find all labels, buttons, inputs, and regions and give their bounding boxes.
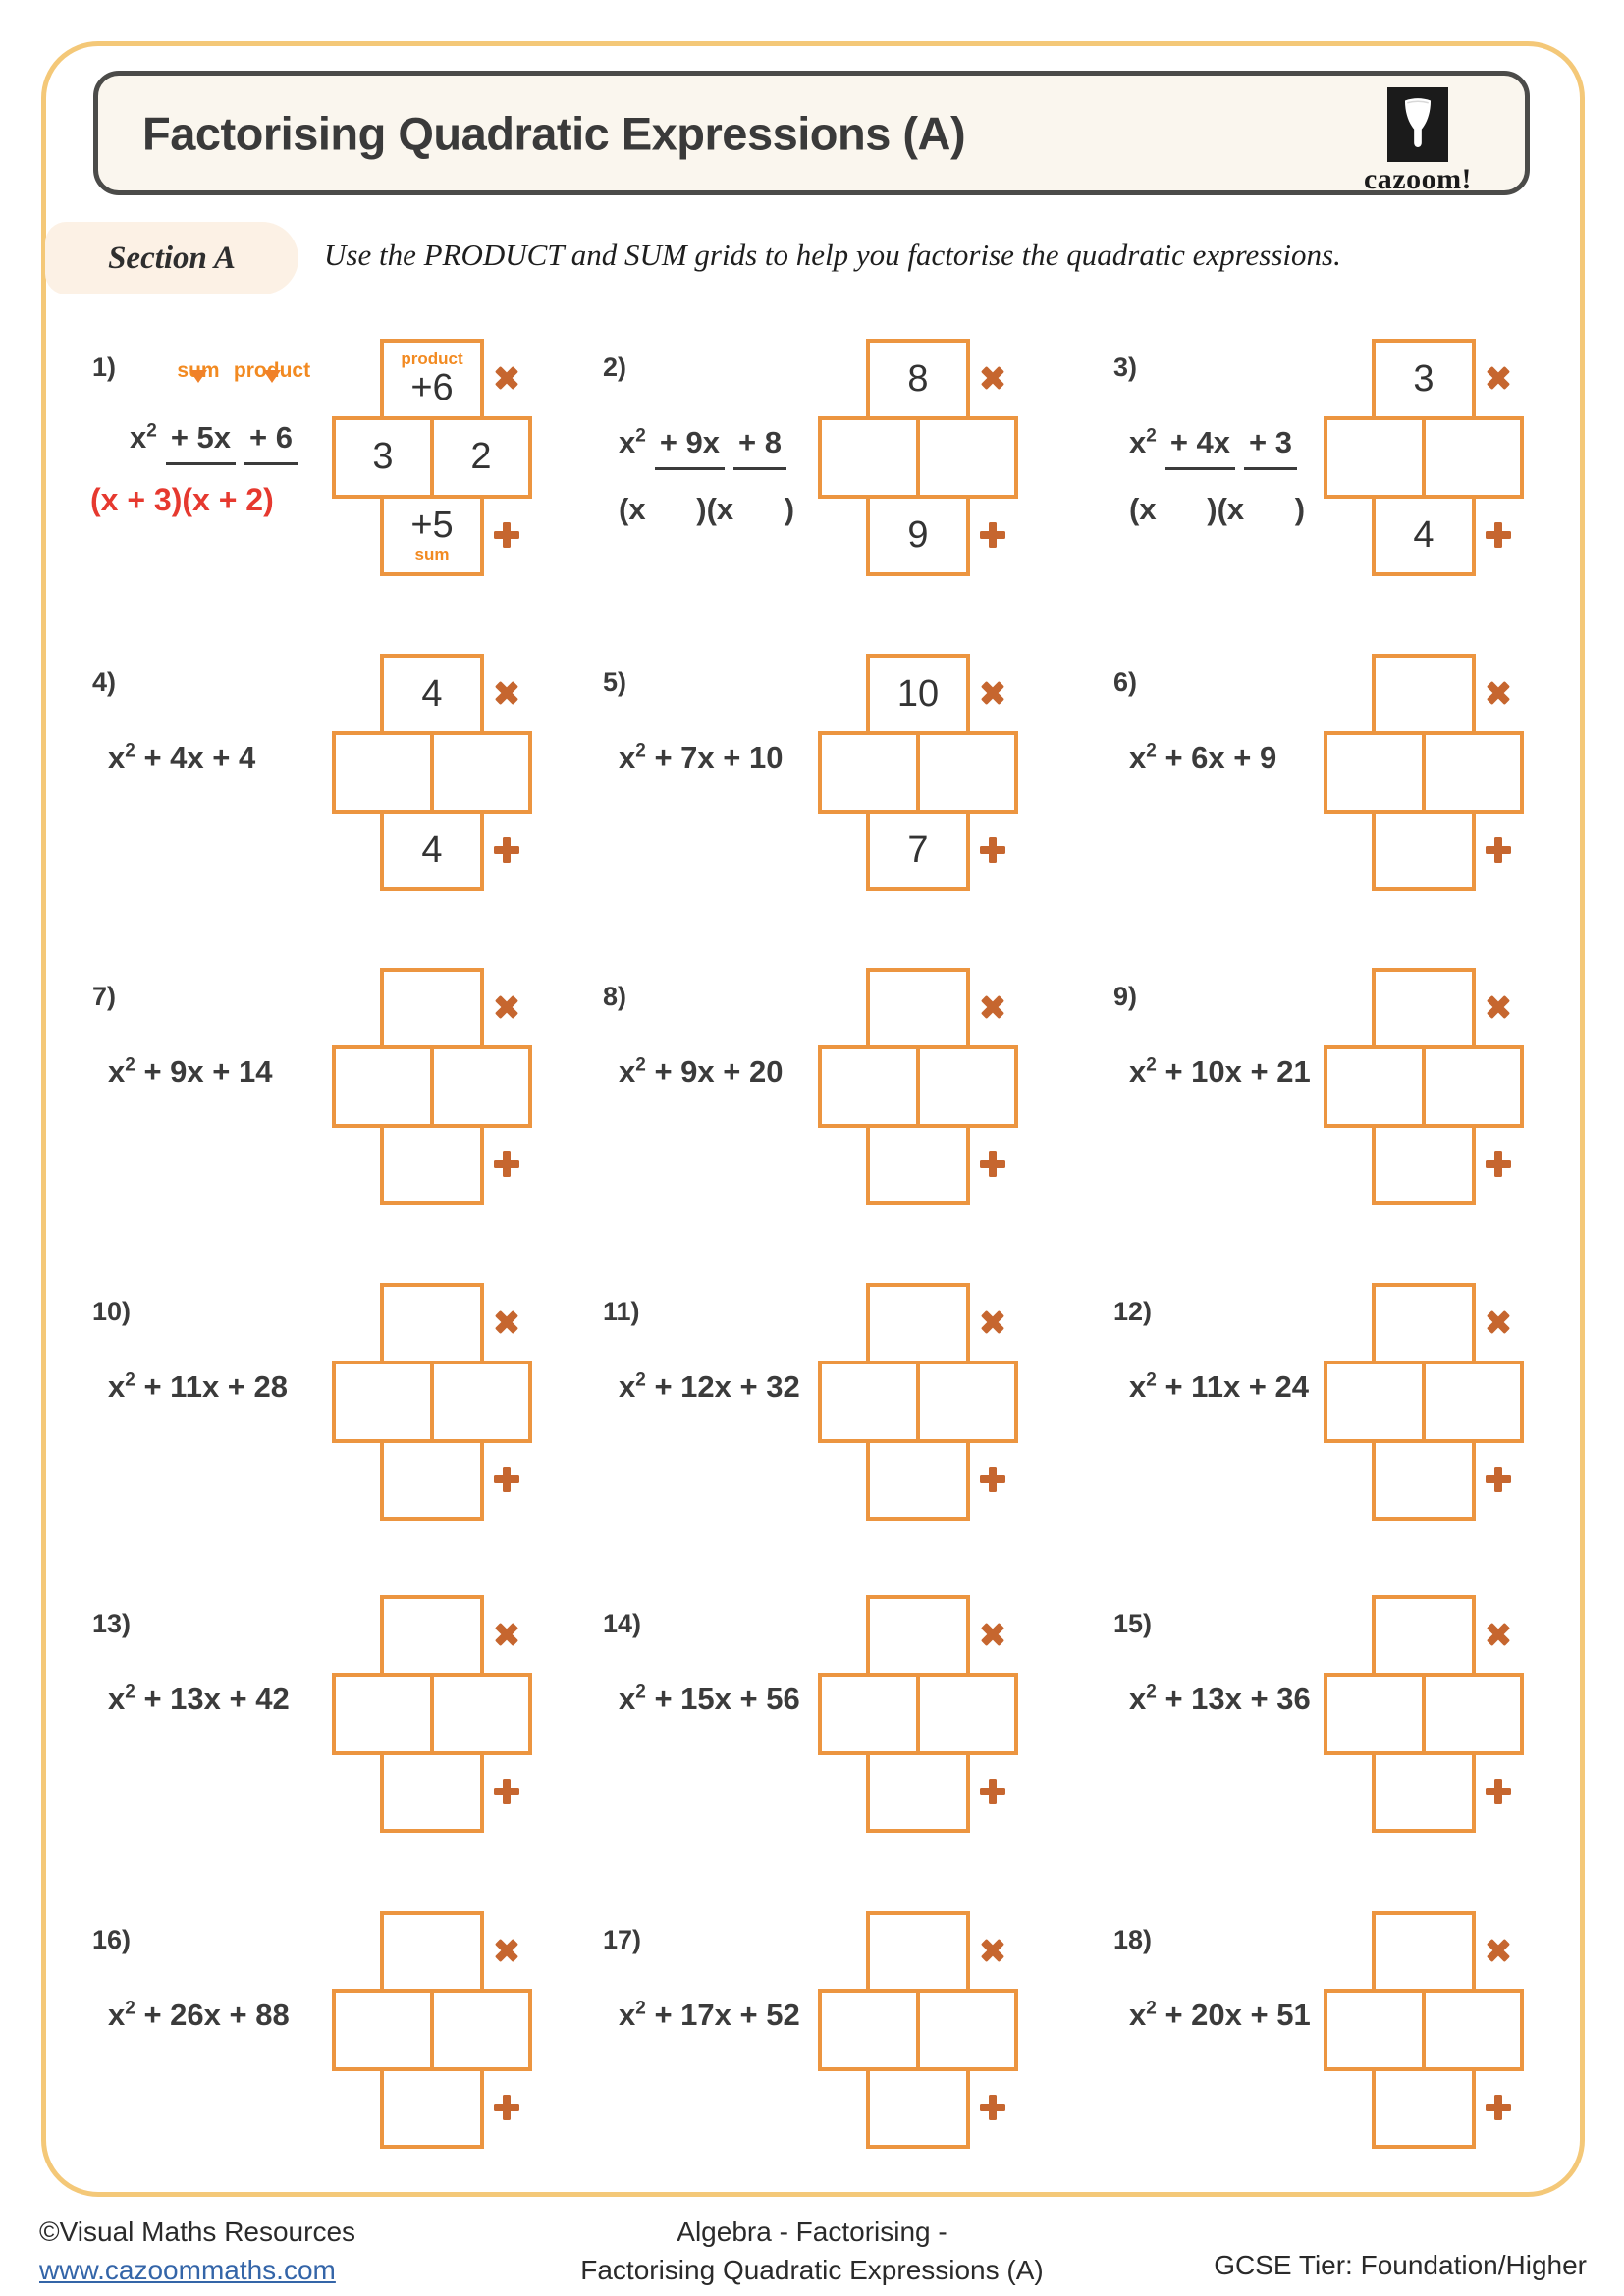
factor-left-box: [822, 735, 920, 810]
factor-right-box: [920, 1993, 1014, 2067]
add-icon: [980, 2095, 1005, 2120]
problem-number: 12): [1113, 1297, 1153, 1326]
multiply-icon: [975, 360, 1011, 397]
factor-boxes: [818, 731, 1018, 814]
factor-left-box: [1327, 735, 1426, 810]
quadratic-expression: $x^2 + 12x + 32$: [619, 1369, 800, 1404]
down-arrow-icon: [228, 384, 316, 404]
footer-center-line2: Factorising Quadratic Expressions (A): [580, 2255, 1044, 2286]
expression-rest: + 11x + 24: [1164, 1369, 1309, 1404]
problem-8: [589, 956, 1085, 1262]
add-icon: [980, 1779, 1005, 1804]
product-box: [1372, 1283, 1476, 1364]
factor-right-box: [434, 1364, 528, 1439]
add-icon: [494, 1151, 519, 1177]
sum-box: [866, 1124, 970, 1205]
problem-number: 16): [92, 1925, 132, 1954]
problem-number: 6): [1113, 667, 1138, 697]
factor-right-box: [434, 1677, 528, 1751]
multiply-icon: [489, 1617, 525, 1653]
factor-right-box: [434, 1049, 528, 1124]
factor-left-box: [822, 1049, 920, 1124]
expression-rest: + 11x + 28: [143, 1369, 288, 1404]
product-box: [380, 1283, 484, 1364]
factor-boxes: [332, 731, 532, 814]
product-sum-grid: [1324, 339, 1551, 576]
expression-rest: + 7x + 10: [654, 740, 784, 774]
multiply-icon: [975, 1305, 1011, 1341]
product-box: [866, 1911, 970, 1993]
sum-term: + 4x: [1165, 425, 1235, 470]
product-box: 10: [866, 654, 970, 735]
sum-box: [380, 1124, 484, 1205]
factor-boxes: [332, 1361, 532, 1443]
factor-boxes: [1324, 1045, 1524, 1128]
problem-number: 8): [603, 982, 627, 1011]
problem-18: [1100, 1899, 1596, 2206]
factorised-answer: (x + 3)(x + 2): [90, 482, 274, 517]
product-sum-grid: [332, 1283, 560, 1521]
quadratic-expression: $x^2 + 15x + 56$: [619, 1682, 800, 1716]
add-icon: [1486, 1467, 1511, 1492]
quadratic-expression: $x^2 + 4x + 3$: [1129, 425, 1297, 470]
factor-left-box: [336, 735, 434, 810]
product-sum-grid: [1324, 1283, 1551, 1521]
factor-left-box: [336, 1993, 434, 2067]
footer-tier: GCSE Tier: Foundation/Higher: [1214, 2250, 1587, 2280]
factor-left-box: [822, 1364, 920, 1439]
quadratic-expression: $x^2 + 20x + 51$: [1129, 1998, 1311, 2032]
problem-4: [79, 642, 574, 948]
product-sum-grid: [1324, 1595, 1551, 1833]
problem-number: 3): [1113, 352, 1138, 382]
product-term: + 6: [244, 420, 298, 465]
factor-boxes: [332, 1673, 532, 1755]
problem-2: [589, 327, 1085, 633]
factor-left-box: [822, 420, 920, 495]
sum-box: 4: [1372, 495, 1476, 576]
product-sum-grid: [332, 339, 560, 576]
product-box: [380, 339, 484, 420]
factor-right-box: [434, 1993, 528, 2067]
add-icon: [1486, 522, 1511, 548]
problem-3: [1100, 327, 1596, 633]
add-icon: [494, 1779, 519, 1804]
quadratic-expression: $x^2 + 17x + 52$: [619, 1998, 800, 2032]
sum-box: [866, 2067, 970, 2149]
factor-left-box: [336, 1677, 434, 1751]
sum-box: 9: [866, 495, 970, 576]
factor-left-box: [336, 1049, 434, 1124]
product-box: 8: [866, 339, 970, 420]
expression-rest: + 15x + 56: [654, 1682, 800, 1716]
add-icon: [494, 2095, 519, 2120]
sum-box: [1372, 2067, 1476, 2149]
factor-boxes: [332, 416, 532, 499]
sum-box: [866, 1751, 970, 1833]
factor-right-box: 2: [470, 436, 492, 478]
factor-left-box: [1327, 1993, 1426, 2067]
factor-right-box: [920, 420, 1014, 495]
multiply-icon: [975, 989, 1011, 1026]
quadratic-expression: $x^2 + 9x + 8$: [619, 425, 786, 470]
factor-boxes: [818, 1045, 1018, 1128]
answer-brackets: (x )(x ): [619, 492, 795, 526]
quadratic-expression: $x^2 + 10x + 21$: [1129, 1054, 1311, 1089]
expression-rest: + 20x + 51: [1164, 1998, 1311, 2032]
problem-number: 5): [603, 667, 627, 697]
factor-boxes: [818, 1989, 1018, 2071]
sum-box: [1372, 1751, 1476, 1833]
quadratic-expression: $x^2 + 9x + 14$: [108, 1054, 273, 1089]
expression-rest: + 13x + 42: [143, 1682, 290, 1716]
sum-box: [380, 1751, 484, 1833]
factor-boxes: [332, 1989, 532, 2071]
multiply-icon: [489, 989, 525, 1026]
factor-right-box: [1426, 420, 1520, 495]
problem-number: 13): [92, 1609, 132, 1638]
expression-rest: + 4x + 4: [143, 740, 256, 774]
multiply-icon: [1481, 1617, 1517, 1653]
down-arrow-icon: [169, 384, 228, 404]
factor-right-box: [1426, 735, 1520, 810]
sum-annotation-label: sum: [177, 359, 220, 382]
factor-right-box: [920, 1049, 1014, 1124]
multiply-icon: [975, 1617, 1011, 1653]
sum-box: 4: [380, 810, 484, 891]
product-box: [866, 968, 970, 1049]
problem-number: 15): [1113, 1609, 1153, 1638]
add-icon: [494, 1467, 519, 1492]
sum-term: + 5x: [166, 420, 236, 465]
quadratic-expression: $x^2 + 7x + 10$: [619, 740, 784, 774]
multiply-icon: [975, 1933, 1011, 1969]
product-box: [380, 968, 484, 1049]
problem-number: 10): [92, 1297, 132, 1326]
factor-left-box: [336, 1364, 434, 1439]
quadratic-expression: $x^2 + 9x + 20$: [619, 1054, 784, 1089]
factor-left-box: [1327, 1364, 1426, 1439]
multiply-icon: [1481, 360, 1517, 397]
expression-rest: + 26x + 88: [143, 1998, 290, 2032]
factor-boxes: [818, 1673, 1018, 1755]
footer-center: [321, 2213, 1303, 2289]
section-instruction: Use the PRODUCT and SUM grids to help you factorise the quadratic expressions.: [324, 238, 1341, 272]
product-term: + 3: [1244, 425, 1297, 470]
product-sum-grid: [818, 1283, 1046, 1521]
product-box: [866, 1595, 970, 1677]
product-sum-grid: [818, 339, 1046, 576]
expression-rest: + 10x + 21: [1164, 1054, 1311, 1089]
factor-right-box: [1426, 1364, 1520, 1439]
footer-left: [39, 2213, 355, 2289]
problem-number: 2): [603, 352, 627, 382]
problem-5: [589, 642, 1085, 948]
multiply-icon: [489, 360, 525, 397]
multiply-icon: [1481, 1933, 1517, 1969]
product-sum-grid: [818, 968, 1046, 1205]
product-term: + 8: [733, 425, 786, 470]
multiply-icon: [489, 1933, 525, 1969]
problem-16: [79, 1899, 574, 2206]
factor-boxes: [1324, 1673, 1524, 1755]
product-box: [1372, 654, 1476, 735]
product-tag: product: [401, 349, 463, 369]
product-sum-grid: [1324, 968, 1551, 1205]
quadratic-expression: $x^2 + 6x + 9$: [1129, 740, 1277, 774]
add-icon: [980, 1151, 1005, 1177]
sum-box: 7: [866, 810, 970, 891]
product-sum-grid: [332, 1595, 560, 1833]
add-icon: [980, 522, 1005, 548]
factor-left-box: [1327, 1049, 1426, 1124]
multiply-icon: [975, 675, 1011, 712]
product-box: 4: [380, 654, 484, 735]
djembe-drum-glyph: [1395, 95, 1440, 154]
sum-annotation: [169, 360, 228, 404]
product-sum-grid: [332, 1911, 560, 2149]
expression-rest: + 9x + 20: [654, 1054, 784, 1089]
add-icon: [1486, 1151, 1511, 1177]
djembe-drum-icon: [1387, 87, 1448, 162]
sum-box: [866, 1439, 970, 1521]
multiply-icon: [489, 1305, 525, 1341]
worksheet-header: [93, 71, 1530, 195]
cazoom-logo: [1344, 87, 1491, 196]
product-box: 3: [1372, 339, 1476, 420]
sum-value: +5: [410, 505, 454, 547]
problem-14: [589, 1583, 1085, 1890]
add-icon: [494, 522, 519, 548]
factor-boxes: [332, 1045, 532, 1128]
multiply-icon: [1481, 675, 1517, 712]
product-box: [1372, 1911, 1476, 1993]
problem-number: 4): [92, 667, 117, 697]
factor-boxes: [1324, 416, 1524, 499]
quadratic-expression: $x^2 + 4x + 4$: [108, 740, 256, 774]
page-title: Factorising Quadratic Expressions (A): [142, 107, 966, 159]
product-sum-grid: [818, 1911, 1046, 2149]
factor-left-box: [1327, 1677, 1426, 1751]
sum-tag: sum: [414, 545, 450, 564]
sum-box: [380, 1439, 484, 1521]
factor-right-box: [920, 735, 1014, 810]
factor-right-box: [1426, 1049, 1520, 1124]
factor-left-box: [822, 1677, 920, 1751]
multiply-icon: [1481, 989, 1517, 1026]
problem-number: 1): [92, 352, 117, 382]
product-sum-grid: [332, 654, 560, 891]
section-label: Section A: [108, 240, 236, 276]
problem-11: [589, 1271, 1085, 1577]
factor-left-box: [822, 1993, 920, 2067]
multiply-icon: [489, 675, 525, 712]
factor-right-box: [1426, 1993, 1520, 2067]
product-sum-grid: [1324, 654, 1551, 891]
expression-rest: + 6x + 9: [1164, 740, 1277, 774]
quadratic-expression: $x^2 + 11x + 28$: [108, 1369, 288, 1404]
section-a-badge: [45, 222, 298, 294]
multiply-icon: [1481, 1305, 1517, 1341]
add-icon: [980, 1467, 1005, 1492]
product-sum-grid: [1324, 1911, 1551, 2149]
problem-15: [1100, 1583, 1596, 1890]
product-box: [1372, 968, 1476, 1049]
factor-boxes: [1324, 731, 1524, 814]
product-sum-grid: [818, 1595, 1046, 1833]
problem-7: [79, 956, 574, 1262]
sum-box: [1372, 1439, 1476, 1521]
quadratic-expression: $x^2 + 13x + 36$: [1129, 1682, 1311, 1716]
sum-box: [380, 2067, 484, 2149]
add-icon: [1486, 1779, 1511, 1804]
answer-brackets: (x )(x ): [1129, 492, 1306, 526]
factor-boxes: [1324, 1361, 1524, 1443]
add-icon: [980, 837, 1005, 863]
quadratic-expression: $x^2 + 13x + 42$: [108, 1682, 290, 1716]
sum-term: + 9x: [655, 425, 725, 470]
problem-number: 18): [1113, 1925, 1153, 1954]
quadratic-expression: $x^2 + 26x + 88$: [108, 1998, 290, 2032]
sum-box: [1372, 1124, 1476, 1205]
product-sum-grid: [332, 968, 560, 1205]
logo-wordmark: cazoom!: [1363, 163, 1473, 195]
footer-copyright: ©Visual Maths Resources: [39, 2216, 356, 2247]
product-box: [380, 1911, 484, 1993]
factor-right-box: [1426, 1677, 1520, 1751]
problem-number: 11): [603, 1297, 640, 1326]
product-box: [866, 1283, 970, 1364]
product-annotation: [228, 360, 316, 404]
problem-10: [79, 1271, 574, 1577]
footer-center-line1: Algebra - Factorising -: [677, 2216, 947, 2247]
expression-rest: + 12x + 32: [654, 1369, 800, 1404]
product-box: [1372, 1595, 1476, 1677]
sum-box: [1372, 810, 1476, 891]
add-icon: [494, 837, 519, 863]
factor-boxes: [818, 1361, 1018, 1443]
problem-number: 9): [1113, 982, 1138, 1011]
product-sum-grid: [818, 654, 1046, 891]
problem-17: [589, 1899, 1085, 2206]
footer-link[interactable]: www.cazoommaths.com: [39, 2255, 336, 2286]
add-icon: [1486, 2095, 1511, 2120]
product-annotation-label: product: [233, 359, 311, 382]
factor-boxes: [818, 416, 1018, 499]
problem-12: [1100, 1271, 1596, 1577]
factor-boxes: [1324, 1989, 1524, 2071]
problem-number: 17): [603, 1925, 642, 1954]
problem-13: [79, 1583, 574, 1890]
problem-number: 14): [603, 1609, 642, 1638]
problem-6: [1100, 642, 1596, 948]
factor-right-box: [434, 735, 528, 810]
product-box: [380, 1595, 484, 1677]
problem-1: [79, 327, 574, 633]
quadratic-expression: $x^2 + 5x + 6$: [130, 420, 298, 465]
factor-left-box: 3: [336, 420, 434, 495]
quadratic-expression: $x^2 + 11x + 24$: [1129, 1369, 1309, 1404]
expression-rest: + 9x + 14: [143, 1054, 273, 1089]
sum-box: [380, 495, 484, 576]
expression-rest: + 17x + 52: [654, 1998, 800, 2032]
add-icon: [1486, 837, 1511, 863]
problem-number: 7): [92, 982, 117, 1011]
factor-right-box: [920, 1364, 1014, 1439]
problem-9: [1100, 956, 1596, 1262]
factor-right-box: [920, 1677, 1014, 1751]
product-value: +6: [410, 366, 454, 408]
factor-left-box: [1327, 420, 1426, 495]
expression-rest: + 13x + 36: [1164, 1682, 1311, 1716]
